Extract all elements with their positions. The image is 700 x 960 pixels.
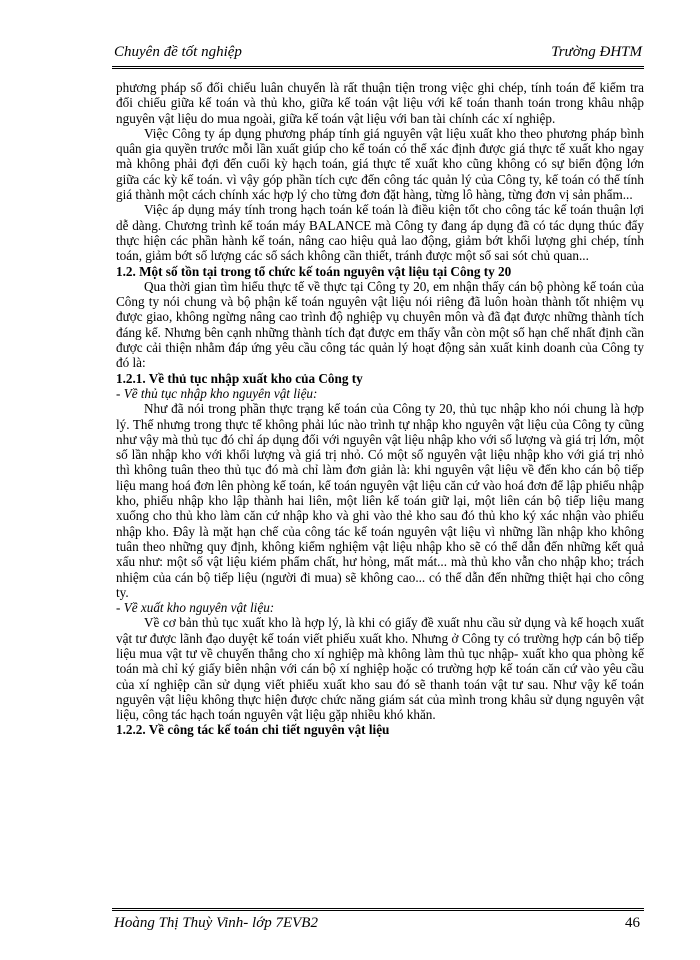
header-title: Chuyên đề tốt nghiệp bbox=[114, 44, 242, 60]
document-body bbox=[116, 80, 644, 738]
paragraph: Qua thời gian tìm hiểu thực tế về thực tại Công ty 20, em nhận thấy cán bộ phòng kế toán của Công ty nói chung và bộ phận kế toán nguyên vật liệu nói riêng đã luôn hoàn thành tốt nhiệm vụ được giao, không ngừng nâng cao trình độ nghiệp vụ chuyên môn và đã đạt được những thành tích đáng kể. Nhưng bên cạnh những thành tích đạt được em thấy vẫn còn một số hạn chế nhất định cần được cải thiện nhằm đáp ứng yêu cầu công tác quản lý hoạt động sản xuất kinh doanh của Công ty đó là: bbox=[116, 278, 644, 371]
footer-author: Hoàng Thị Thuỳ Vinh- lớp 7EVB2 bbox=[114, 915, 318, 931]
subtopic-label: - Về xuất kho nguyên vật liệu: bbox=[116, 600, 275, 616]
header-school: Trường ĐHTM bbox=[551, 44, 642, 60]
paragraph: phương pháp sổ đối chiếu luân chuyển là rất thuận tiện trong việc ghi chép, tính toán để kiểm tra đối chiếu giữa kế toán và thủ kho, giữa kế toán vật liệu với kế toán thanh toán trong khâu nhập nguyên vật liệu do mua ngoài, giữa kế toán vật liệu với ban tài chính các xí nghiệp. bbox=[116, 80, 644, 126]
section-heading: 1.2. Một số tồn tại trong tổ chức kế toán nguyên vật liệu tại Công ty 20 bbox=[116, 263, 512, 279]
subsection-heading: 1.2.1. Về thủ tục nhập xuất kho của Công ty bbox=[116, 370, 363, 386]
paragraph: Việc Công ty áp dụng phương pháp tính giá nguyên vật liệu xuất kho theo phương pháp bình quân gia quyền trước mỗi lần xuất giúp cho kế toán có thể xác định được giá thực tế xuất kho ngay mà không phải đợi đến cuối kỳ hạch toán, giá thực tế xuất kho cũng không có sự biến động lớn giữa các kỳ kế toán. vì vậy góp phần tích cực đến công tác quản lý của Công ty, kế toán có thể tính giá thành một cách chính xác hợp lý cho từng đơn đặt hàng, từng lô hàng, từng đơn vị sản phẩm... bbox=[116, 125, 644, 203]
paragraph: Về cơ bản thủ tục xuất kho là hợp lý, là khi có giấy đề xuất nhu cầu sử dụng và kế hoạch xuất vật tư được lãnh đạo duyệt kế toán viết phiếu xuất kho. Nhưng ở Công ty có trường hợp cán bộ tiếp liệu mua vật tư về chuyển thẳng cho xí nghiệp mà không làm thủ tục nhập- xuất kho qua phòng kế toán mà chỉ ký giấy biên nhận với cán bộ xí nghiệp hoặc có trường hợp kế toán căn cứ vào yêu cầu của xí nghiệp cần sử dụng viết phiếu xuất kho sau đó sẽ thanh toán vật tư sau. Như vậy kế toán nguyên vật liệu không thực hiện được chức năng giám sát của mình trong khâu sử dụng nguyên vật liệu, công tác hạch toán nguyên vật liệu gặp nhiều khó khăn. bbox=[116, 615, 644, 723]
page-header bbox=[112, 40, 644, 69]
page-number: 46 bbox=[625, 915, 640, 931]
subsection-heading: 1.2.2. Về công tác kế toán chi tiết nguyên vật liệu bbox=[116, 722, 390, 738]
paragraph: Như đã nói trong phần thực trạng kế toán của Công ty 20, thủ tục nhập kho nói chung là hợp lý. Thế nhưng trong thực tế không phải lúc nào trình tự nhập kho nguyên vật liệu của Công ty cũng như vậy mà thủ tục đó chỉ áp dụng đối với nguyên vật liệu nhập kho với số lượng và giá trị lớn, một số lần nhập kho với khối lượng và giá trị nhỏ. Có một số nguyên vật liệu nhập kho với giá trị nhỏ thì không tuân theo thủ tục đó mà chỉ làm đơn giản là: khi nguyên vật liệu về đến kho cán bộ tiếp liệu mang hoá đơn lên phòng kế toán, kế toán nguyên vật liệu căn cứ vào hoá đơn để lập phiếu nhập kho, phiếu nhập kho lập thành hai liên, một liên kế toán giữ lại, một liên cán bộ tiếp liệu mang xuống cho thủ kho làm căn cứ nhập kho và ghi vào thẻ kho sau đó thủ kho ký xác nhận vào phiếu nhập kho. Đây là mặt hạn chế của công tác kế toán nguyên vật liệu vì những lần nhập kho không tuân theo những quy định, không kiểm nghiệm vật liệu nhập kho sẽ có thể dẫn đến những kết quả xấu như: một số vật liệu kiém phẩm chất, hư hỏng, mất mát... mà thủ kho vẫn cho nhập kho; trách nhiệm của cán bộ tiếp liệu (người đi mua) sẽ không cao... có thể dẫn đến những thiệt hại cho công ty. bbox=[116, 401, 644, 600]
page-footer bbox=[112, 908, 644, 937]
subtopic-label: - Về thủ tục nhập kho nguyên vật liệu: bbox=[116, 385, 318, 401]
paragraph: Việc áp dụng máy tính trong hạch toán kế toán là điều kiện tốt cho công tác kế toán thuận lợi dễ dàng. Chương trình kế toán máy BALANCE mà Công ty đang áp dụng đã có tác dụng thúc đẩy thực hiện các phần hành kế toán, nâng cao hiệu quả lao động, giảm bớt khối lượng ghi chép, tính toán, giảm bớt số lượng các sổ sách không cần thiết, tránh được một số sai sót chủ quan... bbox=[116, 202, 644, 264]
